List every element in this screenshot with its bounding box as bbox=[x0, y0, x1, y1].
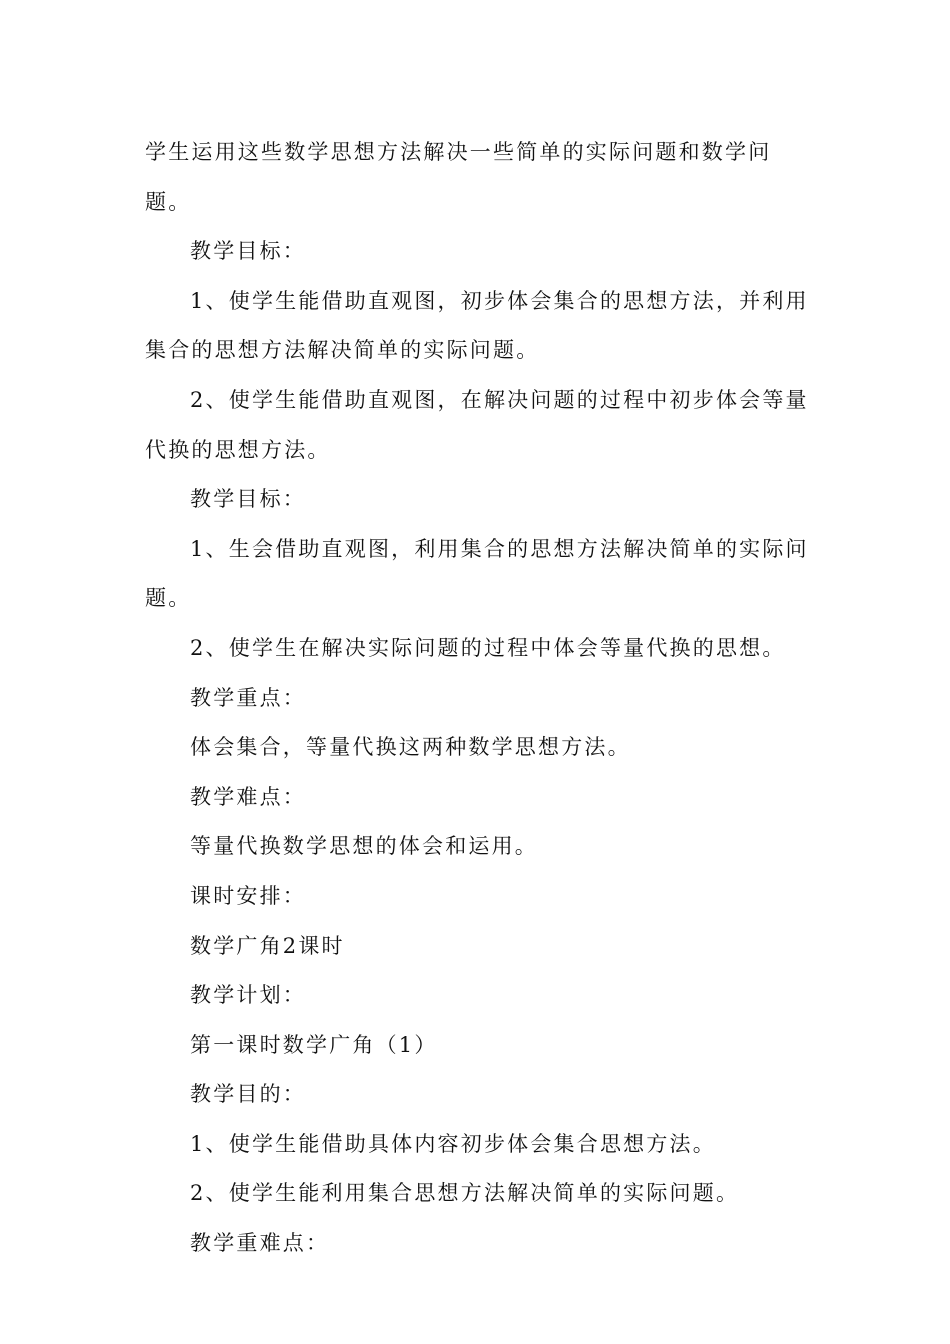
paragraph-4: 2、使学生能借助直观图，在解决问题的过程中初步体会等量代换的思想方法。 bbox=[145, 387, 809, 462]
paragraph-16: 教学目的： bbox=[190, 1082, 306, 1107]
paragraph-19: 教学重难点： bbox=[190, 1231, 330, 1256]
paragraph-10: 教学难点： bbox=[190, 784, 306, 809]
paragraph-3: 1、使学生能借助直观图，初步体会集合的思想方法，并利用集合的思想方法解决简单的实际问题。 bbox=[145, 288, 809, 363]
document-body bbox=[145, 128, 810, 1269]
paragraph-18: 2、使学生能利用集合思想方法解决简单的实际问题。 bbox=[190, 1181, 740, 1206]
paragraph-7: 2、使学生在解决实际问题的过程中体会等量代换的思想。 bbox=[190, 635, 786, 660]
paragraph-17: 1、使学生能借助具体内容初步体会集合思想方法。 bbox=[190, 1131, 716, 1156]
paragraph-11: 等量代换数学思想的体会和运用。 bbox=[190, 834, 538, 859]
paragraph-15: 第一课时数学广角（1） bbox=[190, 1032, 438, 1057]
paragraph-9: 体会集合，等量代换这两种数学思想方法。 bbox=[190, 735, 631, 760]
paragraph-6: 1、生会借助直观图，利用集合的思想方法解决简单的实际问题。 bbox=[145, 536, 809, 611]
paragraph-14: 教学计划： bbox=[190, 983, 306, 1008]
paragraph-13: 数学广角2课时 bbox=[190, 933, 345, 958]
paragraph-1: 学生运用这些数学思想方法解决一些简单的实际问题和数学问题。 bbox=[145, 140, 772, 214]
paragraph-12: 课时安排： bbox=[190, 883, 306, 908]
paragraph-8: 教学重点： bbox=[190, 685, 306, 710]
paragraph-2: 教学目标： bbox=[190, 239, 306, 264]
paragraph-5: 教学目标： bbox=[190, 487, 306, 512]
